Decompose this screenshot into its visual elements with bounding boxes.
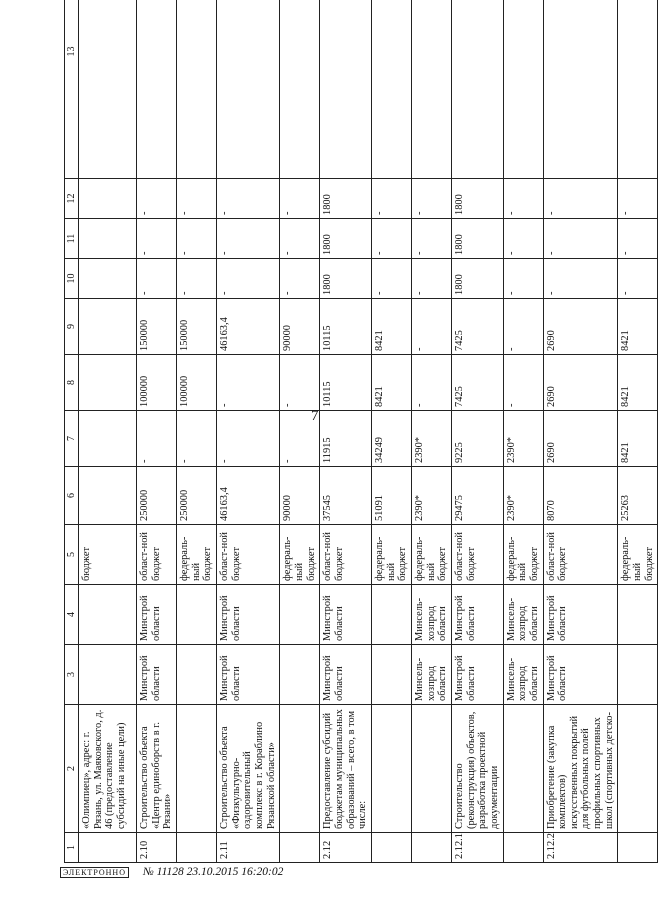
table-cell-9: 90000: [280, 299, 320, 355]
table-cell-6: 90000: [280, 467, 320, 525]
column-number-row: [65, 0, 79, 863]
table-cell-2: Строительство (реконструкция) объектов, разработка проектной документации: [451, 705, 503, 833]
table-cell-10: 1800: [451, 259, 503, 299]
col-header: 13: [65, 0, 79, 179]
table-cell-1: [618, 833, 658, 863]
table-cell-5: федераль-ный бюджет: [280, 525, 320, 585]
table-cell-3: Минстрой области: [137, 645, 177, 705]
table-cell-8: [79, 355, 137, 411]
table-row: [217, 0, 280, 863]
table-cell-1: 2.12.1: [451, 833, 503, 863]
table-cell-5: област-ной бюджет: [320, 525, 372, 585]
budget-table: [64, 0, 658, 863]
table-cell-10: -: [411, 259, 451, 299]
table-cell-6: [79, 467, 137, 525]
col-header: 4: [65, 585, 79, 645]
table-cell-12: -: [618, 179, 658, 219]
table-cell-6: 29475: [451, 467, 503, 525]
table-cell-13: [503, 0, 543, 179]
table-cell-13: [137, 0, 177, 179]
table-cell-11: -: [177, 219, 217, 259]
table-cell-3: Минстрой области: [543, 645, 618, 705]
table-cell-9: 7425: [451, 299, 503, 355]
table-cell-13: [618, 0, 658, 179]
table-cell-3: [79, 645, 137, 705]
table-cell-4: [177, 585, 217, 645]
table-row: [411, 0, 451, 863]
table-cell-9: 150000: [177, 299, 217, 355]
table-cell-6: 25263: [618, 467, 658, 525]
table-cell-9: 8421: [618, 299, 658, 355]
table-cell-12: 1800: [451, 179, 503, 219]
col-header: 8: [65, 355, 79, 411]
electronic-stamp-box: ЭЛЕКТРОННО: [60, 867, 129, 878]
table-cell-12: -: [503, 179, 543, 219]
table-cell-6: 51091: [371, 467, 411, 525]
table-cell-2: [618, 705, 658, 833]
table-cell-8: -: [503, 355, 543, 411]
col-header: 12: [65, 179, 79, 219]
table-cell-12: -: [543, 179, 618, 219]
table-cell-1: [280, 833, 320, 863]
table-cell-7: -: [137, 411, 177, 467]
table-cell-10: -: [177, 259, 217, 299]
table-cell-3: Минсель-хозпрод области: [503, 645, 543, 705]
table-cell-8: -: [411, 355, 451, 411]
table-cell-6: 2390*: [411, 467, 451, 525]
table-cell-4: Минстрой области: [217, 585, 280, 645]
table-cell-7: -: [217, 411, 280, 467]
table-row: [503, 0, 543, 863]
table-cell-7: 2690: [543, 411, 618, 467]
table-cell-1: [79, 833, 137, 863]
table-cell-3: [177, 645, 217, 705]
table-cell-12: [79, 179, 137, 219]
table-cell-13: [177, 0, 217, 179]
table-cell-9: 150000: [137, 299, 177, 355]
col-header: 1: [65, 833, 79, 863]
table-cell-12: -: [371, 179, 411, 219]
table-cell-12: -: [177, 179, 217, 219]
table-cell-9: 46163,4: [217, 299, 280, 355]
table-cell-12: -: [411, 179, 451, 219]
table-cell-8: 8421: [618, 355, 658, 411]
table-cell-7: [79, 411, 137, 467]
table-cell-10: -: [371, 259, 411, 299]
table-cell-8: -: [280, 355, 320, 411]
table-cell-1: 2.10: [137, 833, 177, 863]
table-cell-8: -: [217, 355, 280, 411]
table-cell-1: 2.11: [217, 833, 280, 863]
table-cell-13: [217, 0, 280, 179]
table-row: [543, 0, 618, 863]
table-cell-6: 37545: [320, 467, 372, 525]
table-cell-6: 250000: [177, 467, 217, 525]
table-row: [177, 0, 217, 863]
table-cell-11: -: [503, 219, 543, 259]
table-cell-7: 9225: [451, 411, 503, 467]
table-cell-5: федераль-ный бюджет: [503, 525, 543, 585]
table-cell-13: [320, 0, 372, 179]
col-header: 3: [65, 645, 79, 705]
table-cell-3: Минстрой области: [320, 645, 372, 705]
document-sheet: [64, 25, 655, 863]
table-row: [371, 0, 411, 863]
table-cell-1: 2.12.2: [543, 833, 618, 863]
table-cell-4: Минстрой области: [543, 585, 618, 645]
col-header: 9: [65, 299, 79, 355]
table-cell-9: -: [411, 299, 451, 355]
registration-number: № 11128 23.10.2015 16:20:02: [142, 866, 284, 878]
table-cell-2: [371, 705, 411, 833]
table-cell-2: [503, 705, 543, 833]
table-cell-6: 250000: [137, 467, 177, 525]
table-cell-1: [177, 833, 217, 863]
table-cell-10: [79, 259, 137, 299]
table-cell-4: [371, 585, 411, 645]
table-cell-7: 2390*: [411, 411, 451, 467]
table-body: [65, 0, 658, 863]
col-header: 2: [65, 705, 79, 833]
table-cell-13: [280, 0, 320, 179]
table-cell-11: -: [280, 219, 320, 259]
table-row: [618, 0, 658, 863]
table-cell-11: -: [543, 219, 618, 259]
table-cell-11: [79, 219, 137, 259]
table-cell-6: 46163,4: [217, 467, 280, 525]
table-cell-9: 8421: [371, 299, 411, 355]
table-cell-11: -: [371, 219, 411, 259]
table-cell-12: -: [217, 179, 280, 219]
table-cell-4: Минстрой области: [137, 585, 177, 645]
table-cell-12: -: [137, 179, 177, 219]
table-cell-5: област-ной бюджет: [137, 525, 177, 585]
table-cell-3: Минстрой области: [451, 645, 503, 705]
table-cell-5: област-ной бюджет: [543, 525, 618, 585]
table-cell-2: [280, 705, 320, 833]
table-cell-10: -: [280, 259, 320, 299]
table-cell-10: -: [503, 259, 543, 299]
table-cell-2: Предоставление субсидий бюджетам муниципальных образований – всего, в том числе:: [320, 705, 372, 833]
table-cell-1: [411, 833, 451, 863]
col-header: 10: [65, 259, 79, 299]
table-cell-7: 2390*: [503, 411, 543, 467]
table-cell-11: -: [411, 219, 451, 259]
table-cell-5: федераль-ный бюджет: [371, 525, 411, 585]
table-cell-10: -: [618, 259, 658, 299]
table-cell-13: [451, 0, 503, 179]
table-row: [137, 0, 177, 863]
table-cell-3: [280, 645, 320, 705]
table-row: [280, 0, 320, 863]
table-cell-8: 8421: [371, 355, 411, 411]
table-cell-7: -: [177, 411, 217, 467]
table-cell-10: 1800: [320, 259, 372, 299]
registration-stamp: [60, 862, 600, 882]
page-number: 7: [311, 408, 319, 424]
table-row: [451, 0, 503, 863]
table-cell-5: федераль-ный бюджет: [411, 525, 451, 585]
table-cell-2: Строительство объекта «Физкультурно-оздоровительный комплекс в г. Кораблино Рязанской области»: [217, 705, 280, 833]
col-header: 7: [65, 411, 79, 467]
table-cell-12: 1800: [320, 179, 372, 219]
table-cell-3: [371, 645, 411, 705]
table-cell-5: област-ной бюджет: [451, 525, 503, 585]
col-header: 5: [65, 525, 79, 585]
table-cell-1: [503, 833, 543, 863]
col-header: 6: [65, 467, 79, 525]
table-cell-11: 1800: [451, 219, 503, 259]
table-cell-10: -: [543, 259, 618, 299]
table-cell-5: бюджет: [79, 525, 137, 585]
table-cell-7: -: [280, 411, 320, 467]
table-cell-13: [543, 0, 618, 179]
table-cell-4: Минсель-хозпрод области: [411, 585, 451, 645]
table-cell-4: [79, 585, 137, 645]
table-cell-11: -: [137, 219, 177, 259]
table-cell-8: 100000: [137, 355, 177, 411]
table-cell-11: 1800: [320, 219, 372, 259]
table-cell-10: -: [217, 259, 280, 299]
table-cell-7: 11915: [320, 411, 372, 467]
table-cell-3: Минсель-хозпрод области: [411, 645, 451, 705]
table-cell-11: -: [618, 219, 658, 259]
table-cell-13: [79, 0, 137, 179]
table-cell-4: Минсель-хозпрод области: [503, 585, 543, 645]
table-cell-5: федераль-ный бюджет: [177, 525, 217, 585]
table-cell-2: Строительство объекта «Центр единоборств в г. Рязани»: [137, 705, 177, 833]
table-cell-2: «Олимпиец», адрес: г. Рязань, ул. Маяковского, д. 46 (предоставление субсидий на иные цели): [79, 705, 137, 833]
table-cell-1: [371, 833, 411, 863]
table-cell-6: 8070: [543, 467, 618, 525]
table-cell-3: [618, 645, 658, 705]
table-cell-9: -: [503, 299, 543, 355]
col-header: 11: [65, 219, 79, 259]
table-cell-3: Минстрой области: [217, 645, 280, 705]
table-cell-2: [411, 705, 451, 833]
table-cell-13: [371, 0, 411, 179]
table-cell-4: Минстрой области: [320, 585, 372, 645]
table-cell-10: -: [137, 259, 177, 299]
table-row: [320, 0, 372, 863]
table-cell-8: 100000: [177, 355, 217, 411]
table-cell-2: [177, 705, 217, 833]
table-cell-13: [411, 0, 451, 179]
table-cell-12: -: [280, 179, 320, 219]
table-cell-8: 2690: [543, 355, 618, 411]
table-row: [79, 0, 137, 863]
table-cell-4: [618, 585, 658, 645]
table-cell-5: област-ной бюджет: [217, 525, 280, 585]
table-cell-7: 34249: [371, 411, 411, 467]
table-cell-4: [280, 585, 320, 645]
table-cell-7: 8421: [618, 411, 658, 467]
table-cell-9: 10115: [320, 299, 372, 355]
table-cell-11: -: [217, 219, 280, 259]
table-cell-5: федераль-ный бюджет: [618, 525, 658, 585]
table-cell-1: 2.12: [320, 833, 372, 863]
table-cell-4: Минстрой области: [451, 585, 503, 645]
table-cell-2: Приобретение (закупка комплектов) искусственных покрытий для футбольных полей профильных спортивных школ (спортивных детско-: [543, 705, 618, 833]
table-cell-9: 2690: [543, 299, 618, 355]
table-cell-9: [79, 299, 137, 355]
rotated-table-wrapper: [64, 25, 655, 863]
table-cell-6: 2390*: [503, 467, 543, 525]
table-cell-8: 10115: [320, 355, 372, 411]
table-cell-8: 7425: [451, 355, 503, 411]
